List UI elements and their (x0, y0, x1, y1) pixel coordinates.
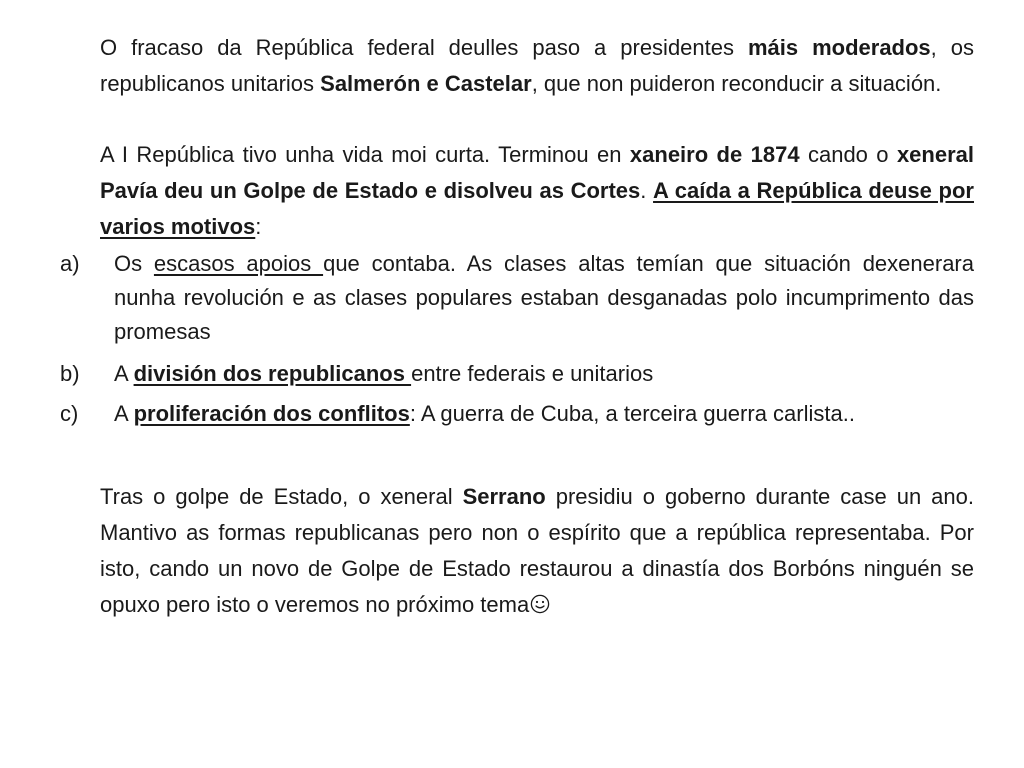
list-marker: c) (60, 401, 79, 426)
bold-underlined-text: proliferación dos conflitos (133, 401, 410, 426)
bold-text: Serrano (462, 484, 546, 509)
text: presidiu o goberno durante case un ano. Mantivo as formas republicanas pero non o espírito que a república representaba. Por isto, cando un novo de Golpe de Estado restaurou a dinastía dos Borbóns ninguén se opuxo pero isto o veremos no próximo tema (100, 484, 974, 617)
text: : A guerra de Cuba, a terceira guerra carlista.. (409, 401, 855, 426)
paragraph-republica (100, 137, 974, 245)
bold-underlined-text: A caída a República deuse por varios motivos (100, 178, 974, 239)
list-item-a (60, 247, 974, 349)
bold-underlined-text: división dos republicanos (133, 361, 412, 386)
text: . (640, 178, 654, 203)
text: A I República tivo unha vida moi curta. Terminou en (100, 142, 630, 167)
text: Tras o golpe de Estado, o xeneral (100, 484, 463, 509)
text: , que non puideron reconducir a situación. (531, 71, 942, 96)
list-item-body (114, 247, 974, 349)
text: A (114, 401, 134, 426)
text: entre federais e unitarios (411, 361, 654, 386)
text: , os republicanos unitarios (100, 35, 974, 96)
list-marker: a) (60, 251, 80, 276)
paragraph-serrano (100, 479, 974, 623)
text: A (114, 361, 134, 386)
bold-text: xeneral Pavía deu un Golpe de Estado e disolveu as Cortes (100, 142, 974, 203)
list-item-b (60, 357, 974, 391)
text: O fracaso da República federal deulles paso a presidentes (100, 35, 748, 60)
text: Os (114, 251, 154, 276)
list-item-body (114, 357, 974, 391)
bold-text: máis moderados (747, 35, 931, 60)
bold-text: xaneiro de 1874 (629, 142, 800, 167)
underlined-text: escasos apoios (153, 251, 324, 276)
text: cando o (799, 142, 897, 167)
text: que contaba. As clases altas temían que situación dexenerara nunha revolución e as clases populares estaban desganadas polo incumprimento das promesas (114, 251, 974, 344)
list-item-c (60, 397, 974, 431)
paragraph-fracaso (100, 30, 974, 102)
list-marker: b) (60, 361, 80, 386)
text: : (255, 214, 262, 239)
smiley-icon (530, 594, 550, 614)
list-item-body (114, 397, 974, 431)
bold-text: Salmerón e Castelar (320, 71, 532, 96)
